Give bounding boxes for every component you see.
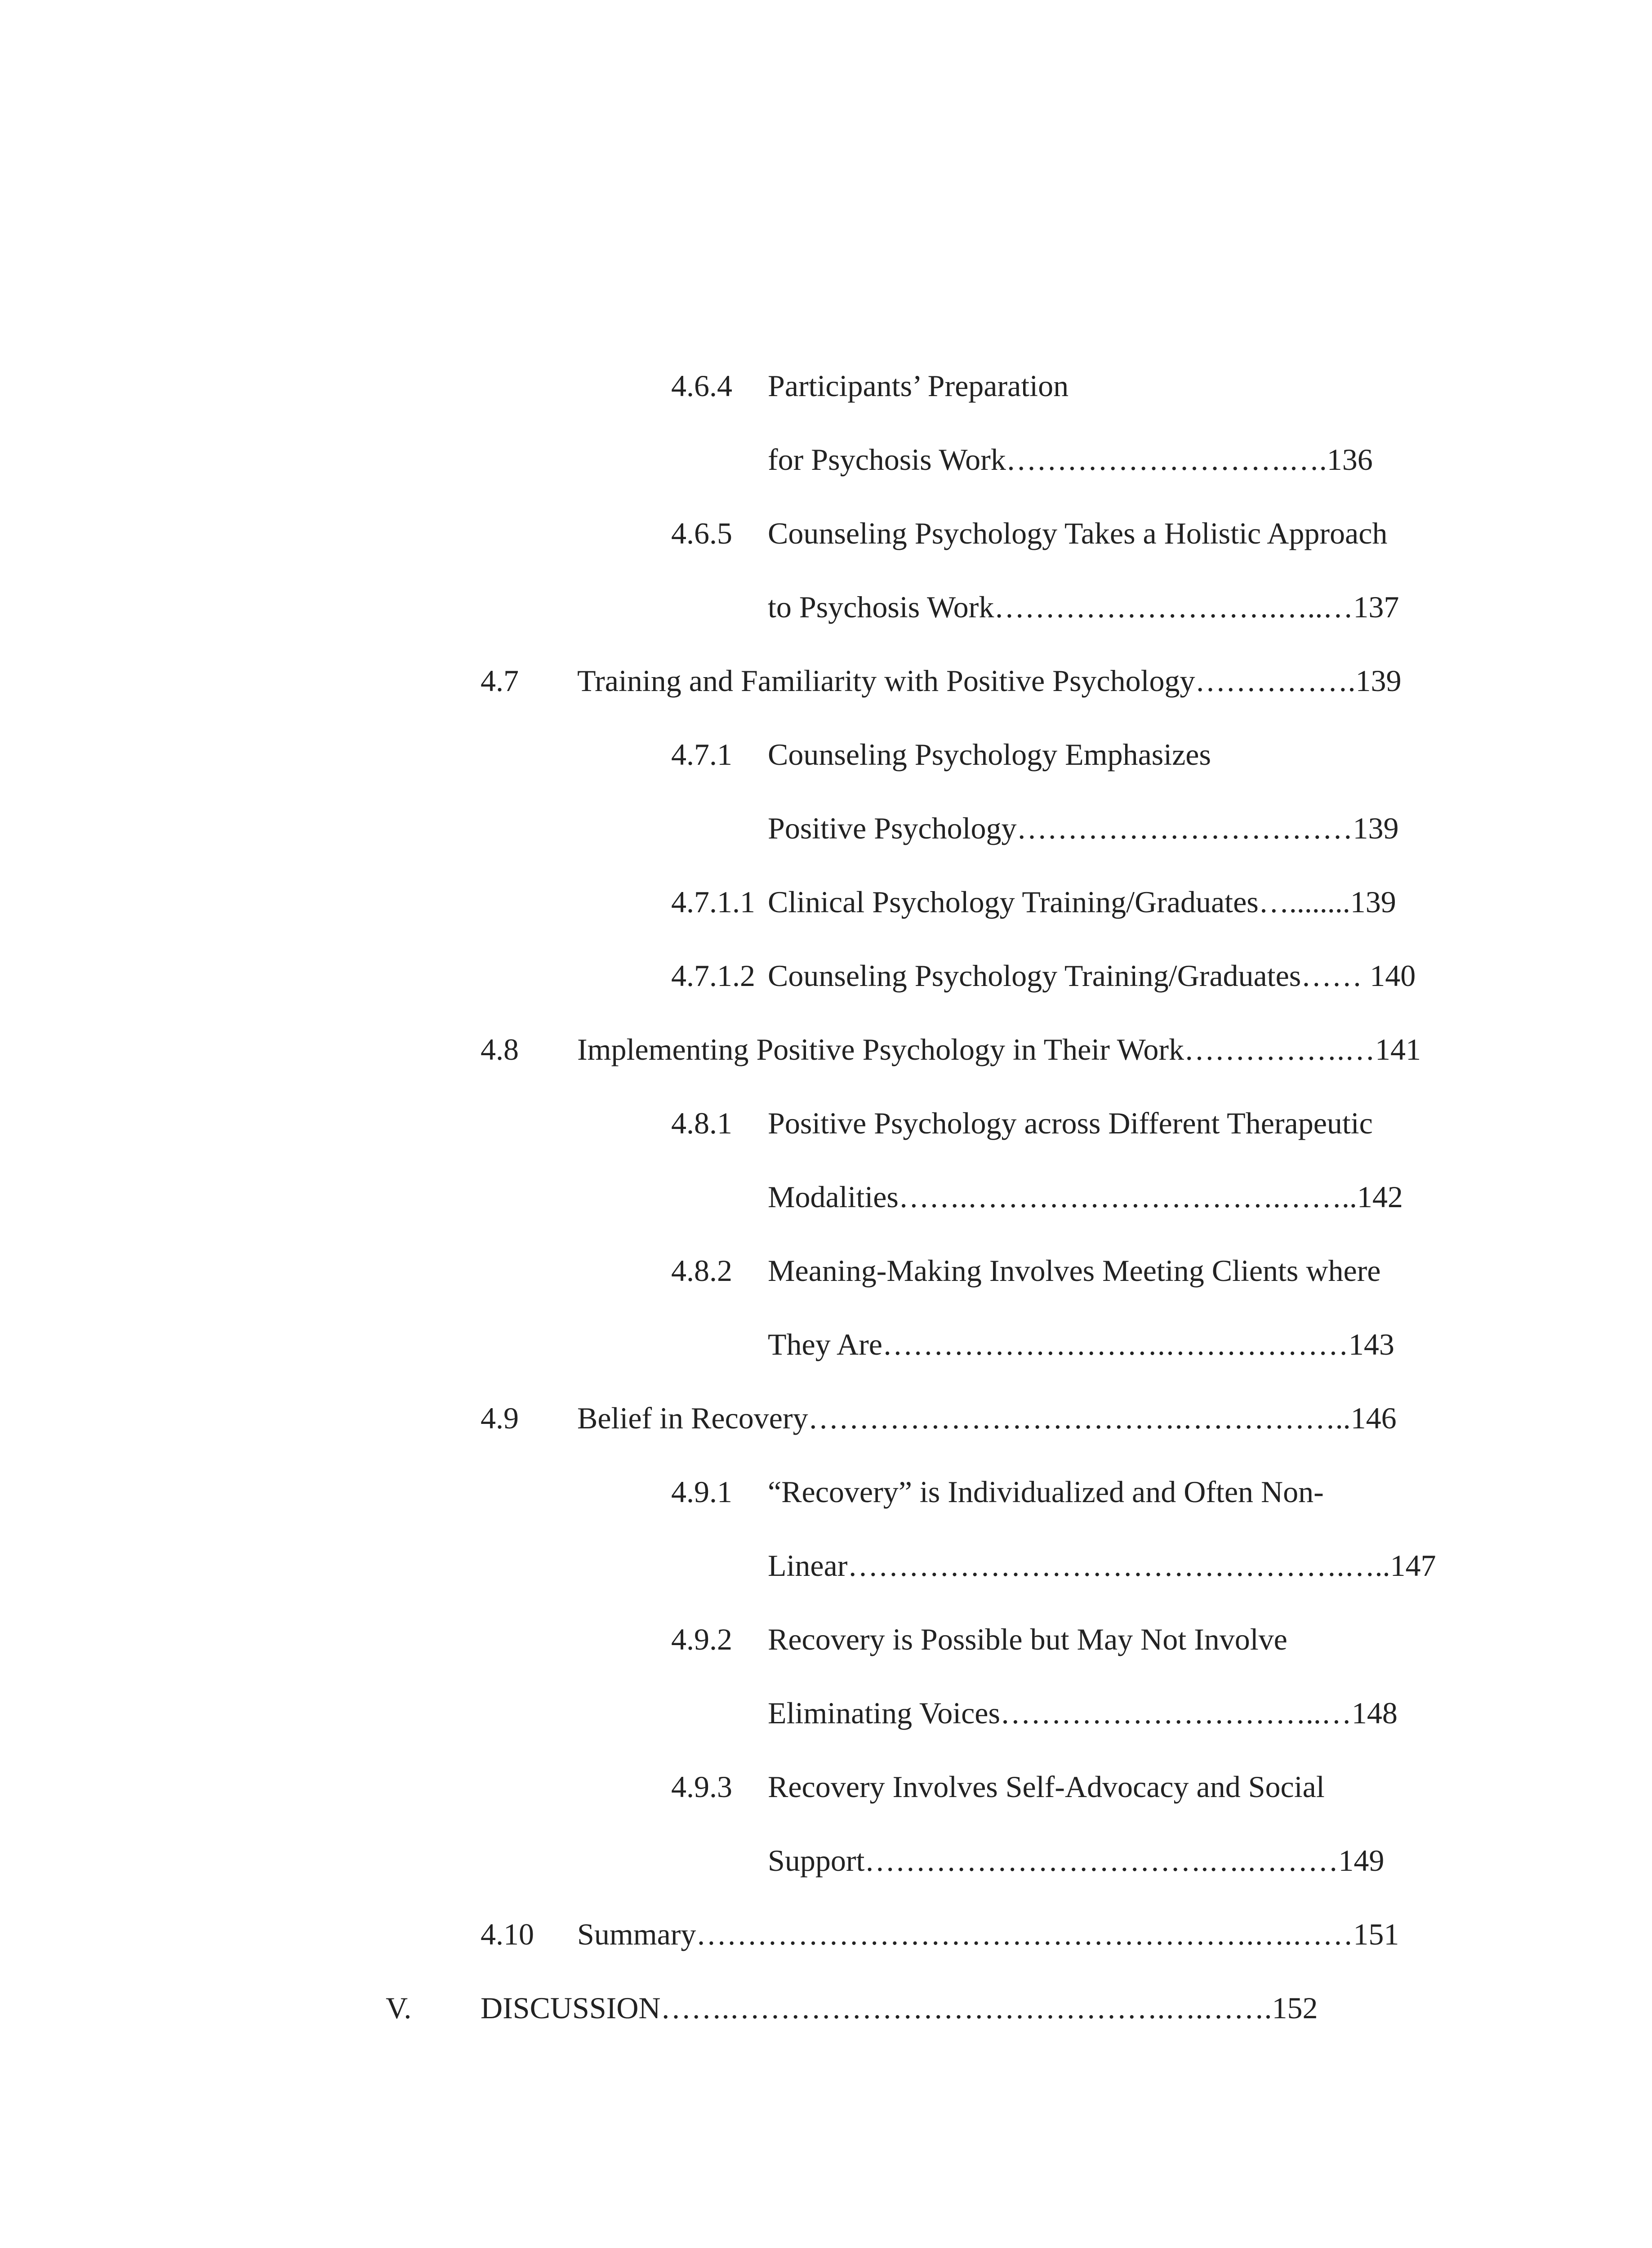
toc-entry-title: Clinical Psychology Training/Graduates…........139 [768,885,1396,919]
toc-entry-continuation: Support…………………………….….………149 [768,1843,1385,1878]
toc-number: 4.7 [481,664,519,698]
toc-number: 4.9.2 [671,1622,732,1656]
toc-entry-continuation: Positive Psychology……………………………139 [768,811,1399,845]
toc-number: 4.9 [481,1401,519,1435]
toc-number: 4.6.5 [671,516,732,550]
toc-entry-title: Counseling Psychology Takes a Holistic Approach [768,516,1388,550]
toc-number: 4.7.1 [671,737,732,772]
toc-number: 4.6.4 [671,369,732,403]
toc-entry-continuation: Modalities…….………………………….……..142 [768,1180,1403,1214]
toc-entry-continuation: Eliminating Voices…………………………..…148 [768,1696,1398,1730]
toc-entry-title: Positive Psychology across Different Therapeutic [768,1106,1373,1140]
toc-number: 4.9.1 [671,1475,732,1509]
toc-entry-continuation: They Are……………………….………………143 [768,1327,1394,1361]
toc-chapter-number: V. [386,1991,412,2025]
toc-number: 4.8.1 [671,1106,732,1140]
toc-entry-title: Recovery is Possible but May Not Involve [768,1622,1287,1656]
toc-number: 4.7.1.2 [671,959,755,993]
toc-entry-title: Participants’ Preparation [768,369,1069,403]
toc-entry-title: Meaning-Making Involves Meeting Clients where [768,1253,1381,1288]
toc-entry-title: Training and Familiarity with Positive Psychology…………….139 [577,664,1402,698]
toc-number: 4.7.1.1 [671,885,755,919]
toc-number: 4.8.2 [671,1253,732,1288]
toc-entry-title: Counseling Psychology Emphasizes [768,737,1211,772]
toc-entry-continuation: Linear………………………………………….…..147 [768,1548,1436,1583]
toc-entry-title: Implementing Positive Psychology in Their Work…………….…141 [577,1032,1421,1066]
toc-number: 4.8 [481,1032,519,1066]
toc-entry-title: Summary……………………………………………….….……151 [577,1917,1399,1951]
toc-chapter-title: DISCUSSION…….…………………………………….….…….152 [481,1991,1318,2025]
toc-entry-continuation: to Psychosis Work……………………….…..…137 [768,590,1399,624]
toc-entry-title: Belief in Recovery……………………………….……………..146 [577,1401,1397,1435]
toc-entry-title: “Recovery” is Individualized and Often Non- [768,1475,1324,1509]
toc-number: 4.10 [481,1917,534,1951]
toc-entry-continuation: for Psychosis Work……………………….….136 [768,442,1373,477]
toc-number: 4.9.3 [671,1770,732,1804]
toc-entry-title: Counseling Psychology Training/Graduates…… 140 [768,959,1416,993]
toc-entry-title: Recovery Involves Self-Advocacy and Social [768,1770,1325,1804]
